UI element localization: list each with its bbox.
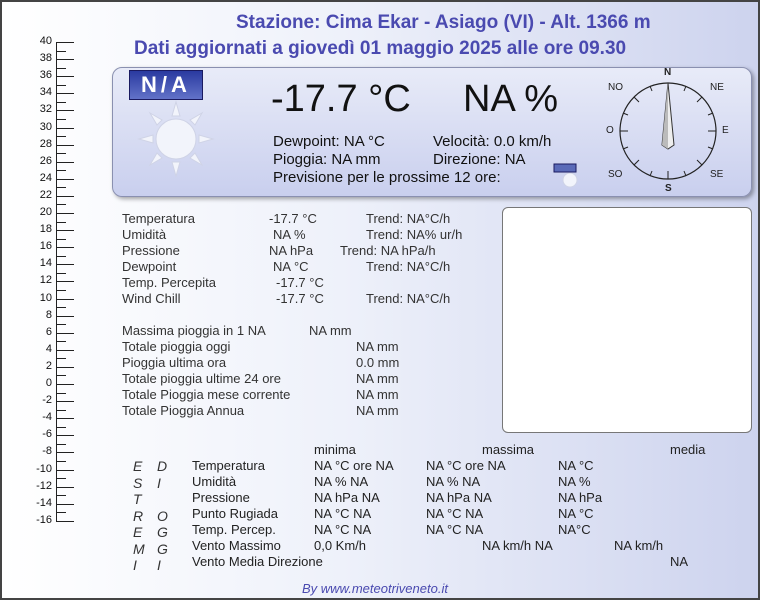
temperatura-value: -17.7 °C xyxy=(269,211,317,226)
compass-e: E xyxy=(722,125,729,136)
scale-minor-tick xyxy=(56,393,66,394)
extremes-avg: NA hPa xyxy=(558,490,603,505)
temperatura-trend: Trend: NA°C/h xyxy=(366,211,451,226)
scale-minor-tick xyxy=(56,307,66,308)
scale-label: 2 xyxy=(45,359,52,372)
umidita-label: Umidità xyxy=(122,227,167,242)
compass-ne: NE xyxy=(710,82,724,93)
scale-minor-tick xyxy=(56,478,66,479)
scale-label: -16 xyxy=(36,513,52,526)
scale-label: 18 xyxy=(39,223,52,236)
scale-label: -4 xyxy=(42,411,52,424)
scale-label: 6 xyxy=(45,325,52,338)
temperatura-label: Temperatura xyxy=(122,211,195,226)
rain-24h-value: NA mm xyxy=(356,371,399,386)
scale-tick xyxy=(56,350,74,351)
vertical-letter: G xyxy=(157,540,168,557)
extremes-avg: NA °C xyxy=(558,458,594,473)
scale-label: 20 xyxy=(39,206,52,218)
scale-tick xyxy=(56,418,74,419)
scale-minor-tick xyxy=(56,495,66,496)
scale-tick xyxy=(56,93,74,94)
vertical-letter: I xyxy=(157,474,161,491)
scale-label: -6 xyxy=(42,428,52,441)
scale-minor-tick xyxy=(56,358,66,359)
panel-wind-direction: Direzione: NA xyxy=(433,151,526,168)
scale-tick xyxy=(56,384,74,385)
scale-tick xyxy=(56,247,74,248)
pressione-value: NA hPa xyxy=(269,243,314,258)
scale-minor-tick xyxy=(56,85,66,86)
scale-label: -14 xyxy=(36,496,52,509)
temperature-scale xyxy=(2,2,82,532)
rain-oggi-value: NA mm xyxy=(356,339,399,354)
scale-minor-tick xyxy=(56,239,66,240)
scale-tick xyxy=(56,110,74,111)
panel-forecast: Previsione per le prossime 12 ore: xyxy=(273,169,501,186)
scale-tick xyxy=(56,42,74,43)
scale-tick xyxy=(56,367,74,368)
scale-minor-tick xyxy=(56,187,66,188)
extremes-max: NA hPa NA xyxy=(426,490,492,505)
graph-area xyxy=(502,207,752,433)
extremes-max: NA % NA xyxy=(426,474,481,489)
vento-dir-label: Vento Media Direzione xyxy=(192,554,323,569)
vertical-letter: S xyxy=(133,474,143,491)
forecast-icon xyxy=(553,163,587,191)
scale-minor-tick xyxy=(56,461,66,462)
scale-tick xyxy=(56,145,74,146)
scale-tick xyxy=(56,401,74,402)
compass-n: N xyxy=(664,67,672,78)
na-badge: N/A xyxy=(129,70,203,100)
compass-o: O xyxy=(606,125,614,136)
extremes-avg: NA°C xyxy=(558,522,591,537)
pressione-label: Pressione xyxy=(122,243,180,258)
panel-wind-speed: Velocità: 0.0 km/h xyxy=(433,133,552,150)
scale-label: -10 xyxy=(36,462,52,475)
rain-max1h-value: NA mm xyxy=(309,323,352,338)
scale-label: 22 xyxy=(39,188,52,201)
scale-label: 30 xyxy=(39,120,52,133)
scale-minor-tick xyxy=(56,375,66,376)
rain-max1h-label: Massima pioggia in 1 NA xyxy=(122,323,266,338)
station-title: Stazione: Cima Ekar - Asiago (VI) - Alt. 1366 m xyxy=(236,12,651,33)
scale-minor-tick xyxy=(56,102,66,103)
umidita-value: NA % xyxy=(273,227,306,242)
scale-tick xyxy=(56,333,74,334)
scale-label: 36 xyxy=(39,69,52,82)
dewpoint-value: NA °C xyxy=(273,259,309,274)
compass-s: S xyxy=(665,183,672,194)
scale-minor-tick xyxy=(56,256,66,257)
col-media: media xyxy=(670,442,706,457)
scale-minor-tick xyxy=(56,68,66,69)
extremes-avg: NA °C xyxy=(558,506,594,521)
windchill-trend: Trend: NA°C/h xyxy=(366,291,451,306)
scale-minor-tick xyxy=(56,444,66,445)
scale-minor-tick xyxy=(56,290,66,291)
current-panel xyxy=(112,67,752,197)
dewpoint-trend: Trend: NA°C/h xyxy=(366,259,451,274)
scale-tick xyxy=(56,487,74,488)
umidita-trend: Trend: NA% ur/h xyxy=(366,227,463,242)
extremes-min: NA °C NA xyxy=(314,522,372,537)
extremes-label: Punto Rugiada xyxy=(192,506,279,521)
scale-minor-tick xyxy=(56,324,66,325)
scale-tick xyxy=(56,76,74,77)
scale-minor-tick xyxy=(56,410,66,411)
compass-se: SE xyxy=(710,169,724,180)
scale-tick xyxy=(56,196,74,197)
scale-label: -8 xyxy=(42,445,52,458)
scale-tick xyxy=(56,281,74,282)
vertical-letter: O xyxy=(157,507,168,524)
scale-tick xyxy=(56,264,74,265)
vento-max-label: Vento Massimo xyxy=(192,538,281,553)
extremes-min: NA °C ore NA xyxy=(314,458,394,473)
scale-tick xyxy=(56,521,74,522)
scale-label: -12 xyxy=(36,479,52,492)
scale-label: 38 xyxy=(39,52,52,65)
scale-tick xyxy=(56,162,74,163)
compass-so: SO xyxy=(608,169,623,180)
percepita-label: Temp. Percepita xyxy=(122,275,216,290)
scale-minor-tick xyxy=(56,51,66,52)
extremes-max: NA °C NA xyxy=(426,506,484,521)
scale-tick xyxy=(56,435,74,436)
scale-minor-tick xyxy=(56,341,66,342)
scale-tick xyxy=(56,179,74,180)
extremes-min: NA hPa NA xyxy=(314,490,380,505)
sun-icon xyxy=(135,98,217,180)
scale-minor-tick xyxy=(56,136,66,137)
rain-oggi-label: Totale pioggia oggi xyxy=(122,339,231,354)
scale-label: 10 xyxy=(39,291,52,304)
scale-tick xyxy=(56,128,74,129)
vertical-letter: E xyxy=(133,458,143,474)
vento-max-min: 0,0 Km/h xyxy=(314,538,367,553)
extremes-avg: NA % xyxy=(558,474,591,489)
wind-compass xyxy=(606,67,729,194)
scale-label: 4 xyxy=(45,342,52,355)
extremes-label: Umidità xyxy=(192,474,237,489)
compass-no: NO xyxy=(608,82,623,93)
scale-tick xyxy=(56,470,74,471)
scale-tick xyxy=(56,230,74,231)
vertical-letter: D xyxy=(157,458,168,474)
rain-ultima-label: Pioggia ultima ora xyxy=(122,355,227,370)
rain-ultima-value: 0.0 mm xyxy=(356,355,400,370)
extremes-min: NA % NA xyxy=(314,474,369,489)
percepita-value: -17.7 °C xyxy=(276,275,324,290)
scale-minor-tick xyxy=(56,427,66,428)
scale-tick xyxy=(56,504,74,505)
vertical-letter: I xyxy=(133,557,137,573)
extremes-label: Pressione xyxy=(192,490,250,505)
vertical-letter: I xyxy=(157,557,161,573)
vertical-letter: E xyxy=(133,524,143,540)
current-humidity: NA % xyxy=(463,78,559,120)
scale-label: 28 xyxy=(39,137,52,150)
vento-max-avg: NA km/h xyxy=(614,538,664,553)
pressione-trend: Trend: NA hPa/h xyxy=(340,243,436,258)
vertical-letter: T xyxy=(133,491,142,507)
extremes-label: Temperatura xyxy=(192,458,265,473)
col-massima: massima xyxy=(482,442,535,457)
scale-label: 12 xyxy=(39,274,52,287)
scale-label: 26 xyxy=(39,154,52,167)
scale-tick xyxy=(56,452,74,453)
rain-anno-value: NA mm xyxy=(356,403,399,418)
scale-tick xyxy=(56,316,74,317)
windchill-label: Wind Chill xyxy=(122,291,181,306)
scale-label: 32 xyxy=(39,103,52,116)
scale-label: 14 xyxy=(39,257,52,270)
vertical-letter: R xyxy=(133,507,144,524)
vento-dir-avg: NA xyxy=(670,554,689,569)
scale-label: 40 xyxy=(39,35,52,47)
current-temperature: -17.7 °C xyxy=(271,78,411,120)
scale-minor-tick xyxy=(56,170,66,171)
extremes-max: NA °C ore NA xyxy=(426,458,506,473)
scale-minor-tick xyxy=(56,512,66,513)
rain-mese-label: Totale Pioggia mese corrente xyxy=(122,387,291,402)
scale-minor-tick xyxy=(56,273,66,274)
scale-label: -2 xyxy=(42,394,52,407)
scale-label: 8 xyxy=(45,308,52,321)
scale-tick xyxy=(56,299,74,300)
windchill-value: -17.7 °C xyxy=(276,291,324,306)
scale-label: 0 xyxy=(45,377,52,389)
col-minima: minima xyxy=(314,442,356,457)
scale-minor-tick xyxy=(56,119,66,120)
scale-minor-tick xyxy=(56,222,66,223)
scale-minor-tick xyxy=(56,204,66,205)
scale-tick xyxy=(56,213,74,214)
panel-rain: Pioggia: NA mm xyxy=(273,151,381,168)
scale-label: 34 xyxy=(39,86,52,99)
scale-label: 24 xyxy=(39,171,52,184)
scale-minor-tick xyxy=(56,153,66,154)
extremes-max: NA °C NA xyxy=(426,522,484,537)
rain-anno-label: Totale Pioggia Annua xyxy=(122,403,245,418)
vertical-letter: G xyxy=(157,524,168,540)
rain-mese-value: NA mm xyxy=(356,387,399,402)
scale-label: 16 xyxy=(39,240,52,253)
vento-max-max: NA km/h NA xyxy=(482,538,553,553)
extremes-label: Temp. Percep. xyxy=(192,522,276,537)
footer-credit[interactable]: By www.meteotriveneto.it xyxy=(302,581,448,596)
panel-dewpoint: Dewpoint: NA °C xyxy=(273,133,385,150)
scale-tick xyxy=(56,59,74,60)
update-time: Dati aggiornati a giovedì 01 maggio 2025 alle ore 09.30 xyxy=(134,38,627,59)
extremes-min: NA °C NA xyxy=(314,506,372,521)
rain-24h-label: Totale pioggia ultime 24 ore xyxy=(122,371,281,386)
vertical-letter: M xyxy=(133,540,145,557)
dewpoint-label: Dewpoint xyxy=(122,259,177,274)
